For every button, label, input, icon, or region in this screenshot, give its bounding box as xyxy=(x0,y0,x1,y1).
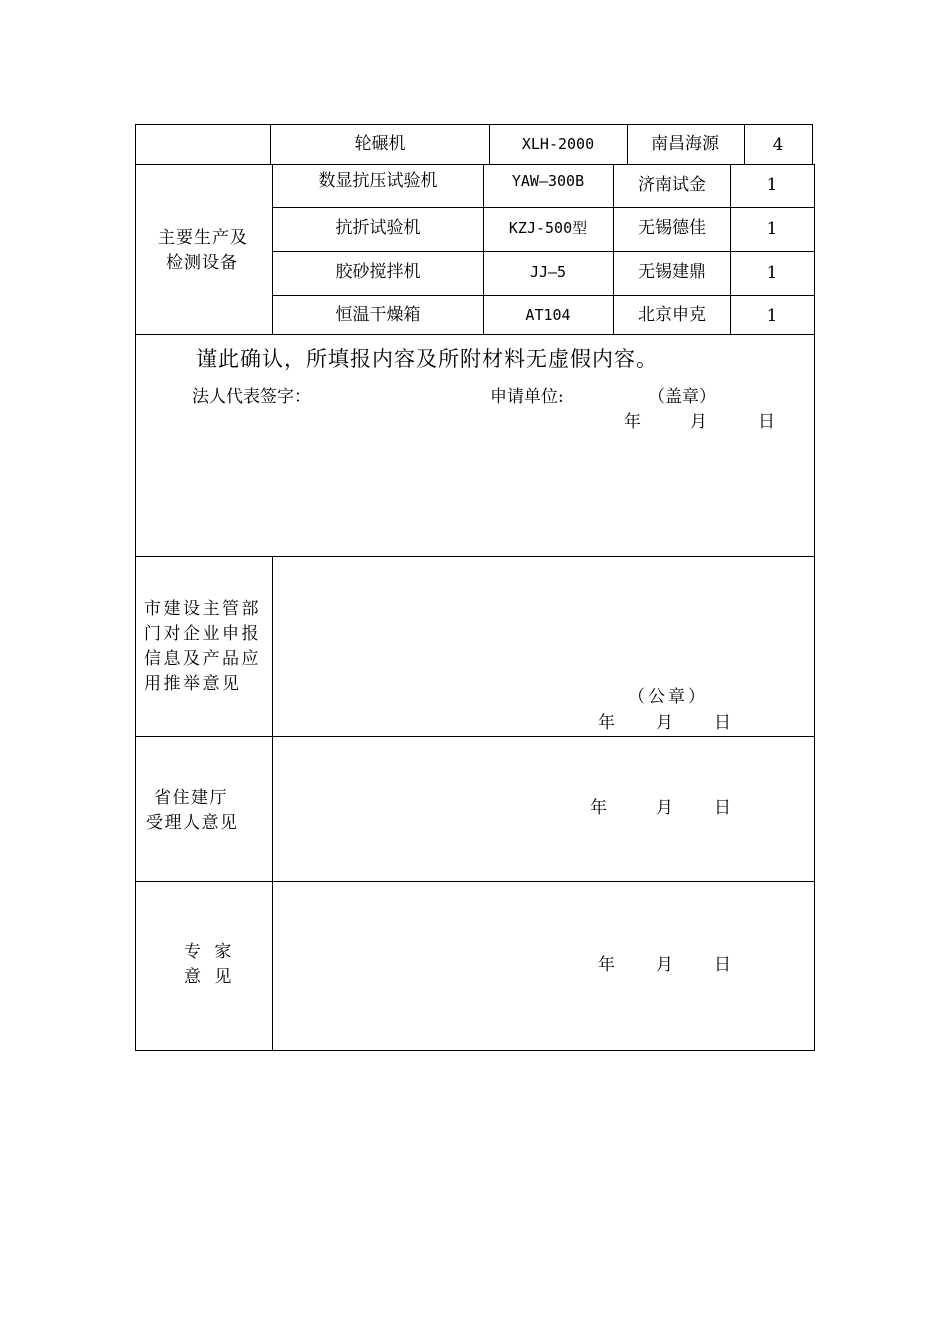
date-year: 年 xyxy=(624,412,641,432)
rule-r1-c4 xyxy=(744,124,745,165)
expert-opinion-label xyxy=(184,940,235,990)
equipment-section-label-line: 检测设备 xyxy=(166,253,238,273)
date-day: 日 xyxy=(714,798,731,818)
date-month: 月 xyxy=(656,955,673,975)
equipment-maker: 无锡建鼎 xyxy=(638,262,706,282)
rule-right xyxy=(814,164,815,1051)
rule-row3-bottom xyxy=(272,251,815,252)
rule-equipment-bottom xyxy=(135,334,815,335)
equipment-qty: 1 xyxy=(766,263,778,283)
province-opinion-label-line: 省住建厅 xyxy=(154,788,228,808)
rule-eq-c1 xyxy=(272,164,273,335)
rule-province-bottom xyxy=(135,881,815,882)
rule-r1-c3 xyxy=(627,124,628,165)
date-year: 年 xyxy=(598,955,615,975)
province-opinion-label-line: 受理人意见 xyxy=(146,813,239,833)
equipment-name: 数显抗压试验机 xyxy=(318,171,438,191)
equipment-model: YAW—300B xyxy=(511,172,585,190)
city-opinion-label-line: 门对企业申报 xyxy=(144,624,261,644)
signature-label: 法人代表签字： xyxy=(192,387,311,407)
equipment-qty: 1 xyxy=(766,306,778,326)
date-month: 月 xyxy=(690,412,707,432)
equipment-qty: 4 xyxy=(772,135,784,155)
date-day: 日 xyxy=(714,955,731,975)
equipment-model: AT104 xyxy=(525,306,571,324)
rule-left xyxy=(135,124,136,1051)
equipment-name: 抗折试验机 xyxy=(335,218,421,238)
date-month: 月 xyxy=(656,713,673,733)
rule-declaration-bottom xyxy=(135,556,815,557)
equipment-qty: 1 xyxy=(766,175,778,195)
date-year: 年 xyxy=(598,713,615,733)
date-year: 年 xyxy=(590,798,607,818)
rule-r1-c2 xyxy=(489,124,490,165)
equipment-section-label xyxy=(158,226,248,276)
equipment-maker: 济南试金 xyxy=(638,175,706,195)
equipment-model: KZJ-500型 xyxy=(508,219,588,237)
city-opinion-label-line: 信息及产品应 xyxy=(144,649,261,669)
date-day: 日 xyxy=(714,713,731,733)
rule-eq-c4 xyxy=(730,164,731,335)
applicant-label: 申请单位: xyxy=(490,387,564,407)
rule-opinion-label xyxy=(272,556,273,1051)
rule-right-top xyxy=(812,124,813,165)
city-opinion-label xyxy=(144,597,261,697)
equipment-name: 轮碾机 xyxy=(354,134,406,154)
official-seal-label: （公章） xyxy=(628,687,708,707)
rule-r1-c1 xyxy=(270,124,271,165)
expert-opinion-label-line: 专 家 xyxy=(184,942,236,962)
rule-row1-bottom xyxy=(135,164,815,165)
equipment-name: 恒温干燥箱 xyxy=(335,305,421,325)
declaration-statement: 谨此确认，所填报内容及所附材料无虚假内容。 xyxy=(196,347,658,371)
rule-city-bottom xyxy=(135,736,815,737)
equipment-maker: 北京申克 xyxy=(638,305,706,325)
equipment-maker: 南昌海源 xyxy=(651,134,719,154)
rule-eq-c2 xyxy=(483,164,484,335)
equipment-model: JJ—5 xyxy=(529,263,567,281)
equipment-name: 胶砂搅拌机 xyxy=(335,262,421,282)
equipment-maker: 无锡德佳 xyxy=(638,218,706,238)
rule-bottom xyxy=(135,1050,815,1051)
rule-eq-c3 xyxy=(613,164,614,335)
date-day: 日 xyxy=(758,412,775,432)
equipment-model: XLH-2000 xyxy=(521,135,595,153)
date-month: 月 xyxy=(656,798,673,818)
equipment-section-label-line: 主要生产及 xyxy=(158,228,248,248)
rule-row4-bottom xyxy=(272,295,815,296)
rule-row2-bottom xyxy=(272,207,815,208)
seal-label: （盖章） xyxy=(648,387,716,407)
expert-opinion-label-line: 意 见 xyxy=(184,967,236,987)
city-opinion-label-line: 市建设主管部 xyxy=(144,599,261,619)
rule-top xyxy=(135,124,813,125)
province-opinion-label xyxy=(146,786,239,836)
equipment-qty: 1 xyxy=(766,219,778,239)
city-opinion-label-line: 用推举意见 xyxy=(144,674,242,694)
